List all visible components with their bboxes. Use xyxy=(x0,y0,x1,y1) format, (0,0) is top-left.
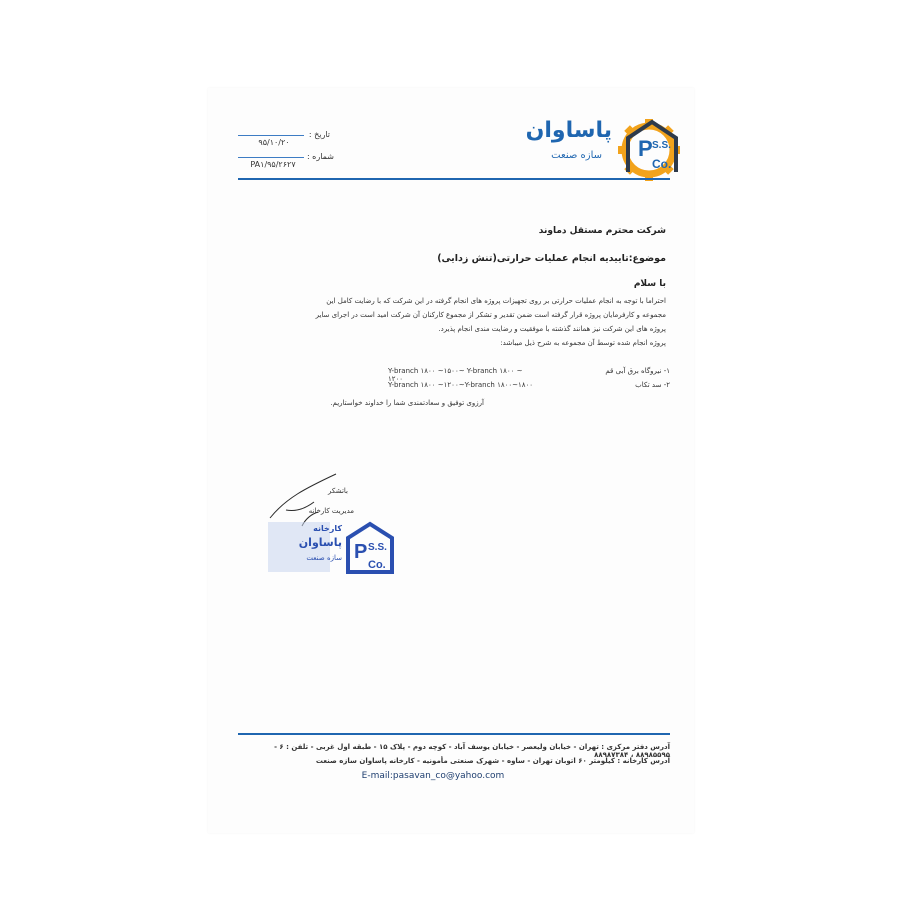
closing-line: آرزوی توفیق و سعادتمندی شما را خداوند خواستاریم. xyxy=(330,399,484,407)
number-label: شماره : xyxy=(306,152,334,161)
project-item-detail: Y-branch ۱۸۰۰ ~۱۵۰۰~ Y-branch ۱۸۰۰ ~ ۱۲۰۰ xyxy=(388,367,523,383)
date-value: ۹۵/۱۰/۲۰ xyxy=(258,138,290,147)
footer-email[interactable]: E-mail:pasavan_co@yahoo.com xyxy=(361,771,505,781)
signature-thanks: باتشکر xyxy=(327,487,348,495)
number-line xyxy=(238,157,304,158)
svg-text:S.S.: S.S. xyxy=(368,542,387,553)
footer-office-address: آدرس دفتر مرکزی : تهران - خیابان ولیعصر - خیابان یوسف آباد - کوچه دوم - پلاک ۱۵ - طبقه اول غربی - تلفن : ۶ - ۸۸۹۸۵۵۹۵ ، ۸۸۹۸۷۳۸۴ xyxy=(274,743,670,759)
company-logo xyxy=(524,112,684,182)
footer-divider xyxy=(238,733,670,735)
project-item xyxy=(238,367,670,383)
stamp-line-1: کارخانه xyxy=(313,524,342,533)
body-line: پروژه های این شرکت نیز همانند گذشته با موفقیت و رضایت مندی انجام پذیرد. xyxy=(438,325,666,333)
date-line xyxy=(238,135,304,136)
company-stamp xyxy=(264,518,408,576)
number-value: PA۱/۹۵/۲۶۲۷ xyxy=(250,160,296,169)
body-line: مجموعه و کارفرمایان پروژه قرار گرفته است ضمن تقدیر و تشکر از مجموع کارکنان آن شرکت امید است در اجرای سایر xyxy=(315,311,666,319)
project-item xyxy=(238,381,670,393)
subject: موضوع:تاییدیه انجام عملیات حرارتی(تنش زدایی) xyxy=(437,253,666,264)
header-divider xyxy=(238,178,670,180)
svg-text:Co.: Co. xyxy=(652,157,672,171)
svg-text:P: P xyxy=(638,136,653,161)
project-intro: پروژه انجام شده توسط آن مجموعه به شرح ذیل میباشد: xyxy=(500,339,666,347)
project-item-label: ۱- نیروگاه برق آبی قم xyxy=(605,367,670,375)
letter-page xyxy=(208,88,694,833)
stamp-line-3: سازه صنعت xyxy=(306,554,342,562)
signature-title: مدیریت کارخانه xyxy=(308,507,354,515)
project-item-label: ۲- سد تکاب xyxy=(635,381,670,389)
svg-text:S.S.: S.S. xyxy=(652,140,671,151)
body-line: احتراما با توجه به انجام عملیات حرارتی بر روی تجهیزات پروژه های انجام گرفته در این شرکت که با رضایت کامل این xyxy=(326,297,666,305)
footer-factory-address: آدرس کارخانه : کیلومتر ۶۰ اتوبان تهران - ساوه - شهرک صنعتی مأمونیه - کارخانه پاساوان سازه صنعت xyxy=(315,757,670,765)
letter-body xyxy=(230,294,666,350)
brand-subtitle: سازه صنعت xyxy=(551,150,602,161)
svg-text:P: P xyxy=(354,541,368,563)
greeting: با سلام xyxy=(633,279,666,289)
brand-name: پاساوان xyxy=(525,118,612,143)
svg-text:Co.: Co. xyxy=(368,559,386,571)
date-label: تاریخ : xyxy=(308,130,330,139)
stamp-line-2: پاساوان xyxy=(298,536,342,549)
addressee: شرکت محترم مستقل دماوند xyxy=(538,226,666,236)
project-item-detail: Y-branch ۱۸۰۰ ~۱۲۰۰~Y-branch ۱۸۰۰~۱۸۰۰ xyxy=(388,381,534,389)
